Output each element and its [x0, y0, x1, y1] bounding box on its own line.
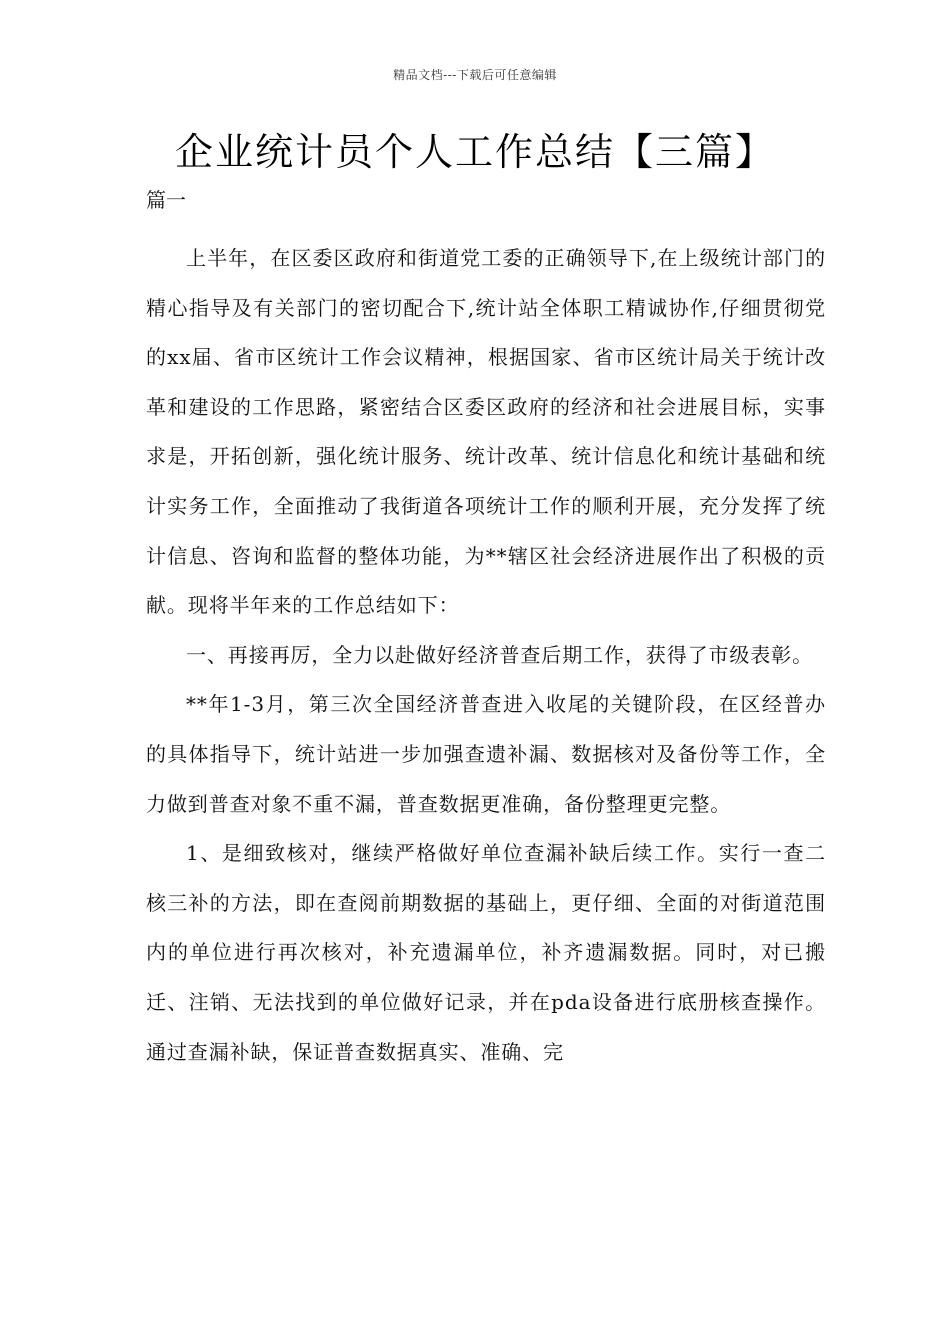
paragraph: **年1-3月，第三次全国经济普查进入收尾的关键阶段，在区经普办的具体指导下，统计站进一步加强查遗补漏、数据核对及备份等工作，全力做到普查对象不重不漏，普查数据更准确，备份整理更完整。 [146, 692, 826, 816]
paragraph: 1、是细致核对，继续严格做好单位查漏补缺后续工作。实行一查二核三补的方法，即在查阅前期数据的基础上，更仔细、全面的对街道范围内的单位进行再次核对，补充遗漏单位，补齐遗漏数据。同时，对已搬迁、注销、无法找到的单位做好记录，并在pda设备进行底册核查操作。通过查漏补缺，保证普查数据真实、准确、完 [146, 841, 826, 1064]
paragraph: 一、再接再厉，全力以赴做好经济普查后期工作，获得了市级表彰。 [186, 642, 813, 667]
document-title: 企业统计员个人工作总结【三篇】 [174, 130, 775, 174]
section-label: 篇一 [146, 188, 186, 212]
header-note: 精品文档---下载后可任意编辑 [393, 68, 557, 82]
paragraph: 上半年，在区委区政府和街道党工委的正确领导下,在上级统计部门的精心指导及有关部门的密切配合下,统计站全体职工精诚协作,仔细贯彻党的xx届、省市区统计工作会议精神，根据国家、省市区统计局关于统计改革和建设的工作思路，紧密结合区委区政府的经济和社会进展目标，实事求是，开拓创新，强化统计服务、统计改革、统计信息化和统计基础和统计实务工作，全面推动了我街道各项统计工作的顺利开展，充分发挥了统计信息、咨询和监督的整体功能，为**辖区社会经济进展作出了积极的贡献。现将半年来的工作总结如下： [146, 246, 826, 618]
document-body [146, 234, 826, 1077]
